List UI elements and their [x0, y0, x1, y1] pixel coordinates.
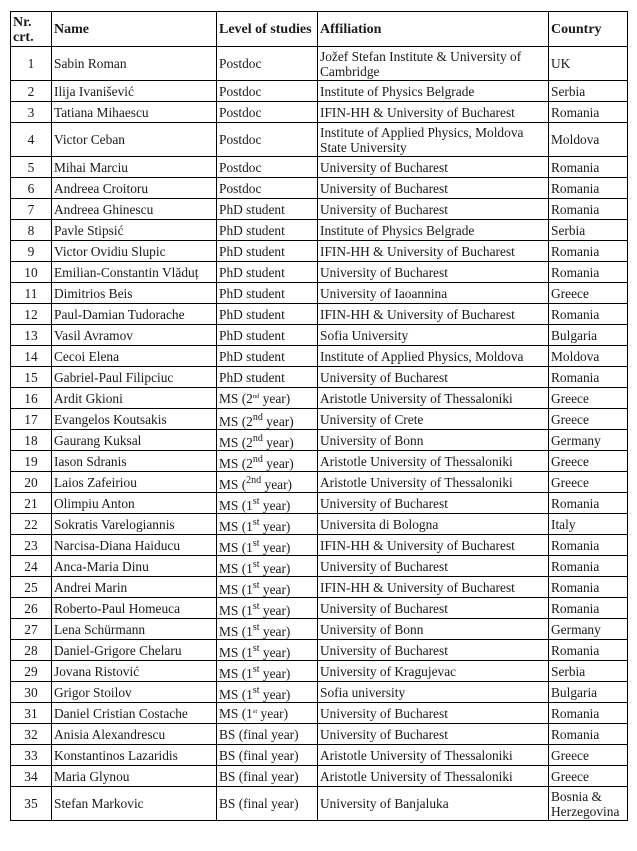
- cell-name: Gabriel-Paul Filipciuc: [52, 367, 217, 388]
- level-ordinal-suffix: st: [252, 516, 260, 528]
- level-ordinal-suffix: st: [252, 537, 260, 549]
- level-suffix: year): [257, 705, 289, 721]
- cell-country: Bulgaria: [549, 325, 628, 346]
- cell-affiliation: University of Kragujevac: [318, 661, 549, 682]
- level-prefix: MS (1: [219, 623, 253, 639]
- cell-name: Victor Ovidiu Slupic: [52, 241, 217, 262]
- cell-level: BS (final year): [217, 787, 318, 821]
- cell-name: Olimpiu Anton: [52, 493, 217, 514]
- cell-level: [217, 430, 318, 451]
- table-row: [11, 102, 628, 123]
- cell-affiliation: University of Bucharest: [318, 640, 549, 661]
- level-text: [219, 516, 291, 534]
- level-prefix: MS (1: [219, 581, 253, 597]
- cell-affiliation: IFIN-HH & University of Bucharest: [318, 535, 549, 556]
- cell-nr: 33: [11, 745, 52, 766]
- level-text: [219, 537, 291, 555]
- table-row: [11, 346, 628, 367]
- cell-name: Sabin Roman: [52, 47, 217, 81]
- cell-nr: 30: [11, 682, 52, 703]
- level-prefix: MS (2: [219, 413, 253, 429]
- cell-level: [217, 535, 318, 556]
- level-ordinal-suffix: nd: [252, 392, 260, 400]
- cell-affiliation: Aristotle University of Thessaloniki: [318, 472, 549, 493]
- cell-affiliation: Aristotle University of Thessaloniki: [318, 388, 549, 409]
- cell-affiliation: Sofia university: [318, 682, 549, 703]
- level-ordinal-suffix: nd: [252, 432, 263, 444]
- cell-name: Gaurang Kuksal: [52, 430, 217, 451]
- level-suffix: year): [259, 497, 291, 513]
- level-suffix: year): [259, 581, 291, 597]
- level-suffix: year): [259, 560, 291, 576]
- cell-affiliation: University of Bucharest: [318, 367, 549, 388]
- cell-name: Grigor Stoilov: [52, 682, 217, 703]
- table-row: [11, 766, 628, 787]
- level-text: [219, 621, 291, 639]
- cell-nr: 13: [11, 325, 52, 346]
- cell-affiliation: IFIN-HH & University of Bucharest: [318, 577, 549, 598]
- cell-name: Konstantinos Lazaridis: [52, 745, 217, 766]
- cell-name: Vasil Avramov: [52, 325, 217, 346]
- cell-nr: 17: [11, 409, 52, 430]
- cell-nr: 12: [11, 304, 52, 325]
- cell-nr: 11: [11, 283, 52, 304]
- level-suffix: year): [259, 686, 291, 702]
- cell-country: Moldova: [549, 123, 628, 157]
- cell-affiliation: University of Bucharest: [318, 556, 549, 577]
- cell-level: [217, 514, 318, 535]
- cell-name: Anca-Maria Dinu: [52, 556, 217, 577]
- cell-country: Romania: [549, 598, 628, 619]
- cell-level: [217, 388, 318, 409]
- cell-country: Greece: [549, 745, 628, 766]
- cell-country: Romania: [549, 262, 628, 283]
- cell-country: Germany: [549, 619, 628, 640]
- table-header-row: [11, 12, 628, 47]
- cell-name: Paul-Damian Tudorache: [52, 304, 217, 325]
- level-prefix: MS (2: [219, 434, 253, 450]
- cell-affiliation: University of Bucharest: [318, 262, 549, 283]
- table-row: [11, 640, 628, 661]
- cell-affiliation: Sofia University: [318, 325, 549, 346]
- level-prefix: MS (1: [219, 518, 253, 534]
- table-row: [11, 598, 628, 619]
- cell-country: Romania: [549, 241, 628, 262]
- cell-affiliation: University of Iaoannina: [318, 283, 549, 304]
- cell-nr: 2: [11, 81, 52, 102]
- table-row: [11, 535, 628, 556]
- cell-affiliation: University of Bucharest: [318, 598, 549, 619]
- table-row: [11, 430, 628, 451]
- table-row: [11, 47, 628, 81]
- level-ordinal-suffix: nd: [252, 453, 263, 465]
- cell-level: Postdoc: [217, 178, 318, 199]
- cell-nr: 34: [11, 766, 52, 787]
- cell-nr: 29: [11, 661, 52, 682]
- cell-name: Laios Zafeiriou: [52, 472, 217, 493]
- table-row: [11, 157, 628, 178]
- level-prefix: MS (1: [219, 602, 253, 618]
- level-prefix: MS (1: [219, 665, 253, 681]
- cell-name: Andrei Marin: [52, 577, 217, 598]
- cell-name: Daniel Cristian Costache: [52, 703, 217, 724]
- table-row: [11, 388, 628, 409]
- cell-nr: 7: [11, 199, 52, 220]
- level-prefix: MS (1: [219, 686, 253, 702]
- level-ordinal-suffix: st: [252, 579, 260, 591]
- level-suffix: year): [259, 665, 291, 681]
- cell-affiliation: Aristotle University of Thessaloniki: [318, 451, 549, 472]
- cell-affiliation: University of Bucharest: [318, 493, 549, 514]
- level-ordinal-suffix: st: [252, 642, 260, 654]
- header-country: Country: [549, 12, 628, 47]
- cell-country: Romania: [549, 577, 628, 598]
- cell-name: Ardit Gkioni: [52, 388, 217, 409]
- cell-level: PhD student: [217, 304, 318, 325]
- header-nr-crt: Nr. crt.: [11, 12, 52, 47]
- level-suffix: year): [261, 476, 293, 492]
- cell-affiliation: Universita di Bologna: [318, 514, 549, 535]
- level-prefix: MS (1: [219, 705, 253, 721]
- level-prefix: MS (1: [219, 644, 253, 660]
- cell-name: Narcisa-Diana Haiducu: [52, 535, 217, 556]
- table-row: [11, 682, 628, 703]
- cell-affiliation: University of Bucharest: [318, 724, 549, 745]
- cell-nr: 10: [11, 262, 52, 283]
- cell-nr: 3: [11, 102, 52, 123]
- cell-nr: 18: [11, 430, 52, 451]
- cell-name: Maria Glynou: [52, 766, 217, 787]
- level-prefix: MS (1: [219, 539, 253, 555]
- cell-country: Italy: [549, 514, 628, 535]
- cell-affiliation: University of Bonn: [318, 430, 549, 451]
- cell-nr: 26: [11, 598, 52, 619]
- cell-level: PhD student: [217, 262, 318, 283]
- cell-affiliation: Institute of Applied Physics, Moldova State University: [318, 123, 549, 157]
- level-ordinal-suffix: st: [252, 621, 260, 633]
- cell-country: Bosnia & Herzegovina: [549, 787, 628, 821]
- cell-affiliation: Aristotle University of Thessaloniki: [318, 745, 549, 766]
- level-prefix: MS (2: [219, 455, 253, 471]
- cell-level: PhD student: [217, 199, 318, 220]
- cell-nr: 6: [11, 178, 52, 199]
- level-text: [219, 684, 291, 702]
- level-text: [219, 579, 291, 597]
- table-row: [11, 724, 628, 745]
- cell-affiliation: Institute of Applied Physics, Moldova: [318, 346, 549, 367]
- table-row: [11, 745, 628, 766]
- cell-nr: 16: [11, 388, 52, 409]
- cell-affiliation: University of Bucharest: [318, 157, 549, 178]
- cell-affiliation: University of Bonn: [318, 619, 549, 640]
- cell-name: Victor Ceban: [52, 123, 217, 157]
- cell-country: Germany: [549, 430, 628, 451]
- cell-nr: 14: [11, 346, 52, 367]
- table-row: [11, 409, 628, 430]
- cell-name: Roberto-Paul Homeuca: [52, 598, 217, 619]
- header-level-of-studies: Level of studies: [217, 12, 318, 47]
- level-text: [219, 558, 291, 576]
- table-row: [11, 241, 628, 262]
- level-suffix: year): [259, 539, 291, 555]
- cell-level: BS (final year): [217, 745, 318, 766]
- level-ordinal-suffix: st: [252, 600, 260, 612]
- cell-level: Postdoc: [217, 157, 318, 178]
- cell-level: [217, 598, 318, 619]
- cell-affiliation: Institute of Physics Belgrade: [318, 220, 549, 241]
- table-row: [11, 661, 628, 682]
- cell-nr: 27: [11, 619, 52, 640]
- level-ordinal-suffix: nd: [252, 411, 263, 423]
- cell-country: Romania: [549, 102, 628, 123]
- cell-name: Andreea Ghinescu: [52, 199, 217, 220]
- cell-level: [217, 577, 318, 598]
- table-row: [11, 556, 628, 577]
- level-text: [219, 391, 290, 406]
- cell-level: [217, 682, 318, 703]
- table-row: [11, 787, 628, 821]
- table-row: [11, 619, 628, 640]
- table-row: [11, 304, 628, 325]
- table-row: [11, 283, 628, 304]
- level-text: [219, 411, 294, 429]
- cell-level: [217, 451, 318, 472]
- cell-name: Iason Sdranis: [52, 451, 217, 472]
- cell-name: Mihai Marciu: [52, 157, 217, 178]
- cell-country: Greece: [549, 766, 628, 787]
- level-ordinal-suffix: 2nd: [246, 474, 262, 486]
- cell-level: PhD student: [217, 241, 318, 262]
- cell-level: Postdoc: [217, 123, 318, 157]
- cell-country: Greece: [549, 409, 628, 430]
- cell-nr: 32: [11, 724, 52, 745]
- cell-level: [217, 703, 318, 724]
- cell-level: [217, 409, 318, 430]
- cell-country: Moldova: [549, 346, 628, 367]
- header-affiliation: Affiliation: [318, 12, 549, 47]
- cell-level: Postdoc: [217, 102, 318, 123]
- level-text: [219, 706, 288, 721]
- cell-country: Bulgaria: [549, 682, 628, 703]
- cell-country: Romania: [549, 178, 628, 199]
- table-row: [11, 703, 628, 724]
- level-suffix: year): [262, 455, 294, 471]
- table-row: [11, 262, 628, 283]
- level-prefix: MS (: [219, 476, 247, 492]
- level-prefix: MS (1: [219, 497, 253, 513]
- cell-nr: 28: [11, 640, 52, 661]
- cell-affiliation: IFIN-HH & University of Bucharest: [318, 304, 549, 325]
- level-text: [219, 474, 293, 492]
- table-row: [11, 472, 628, 493]
- cell-level: [217, 640, 318, 661]
- cell-name: Jovana Ristović: [52, 661, 217, 682]
- cell-affiliation: Jožef Stefan Institute & University of Cambridge: [318, 47, 549, 81]
- cell-affiliation: University of Bucharest: [318, 178, 549, 199]
- cell-nr: 31: [11, 703, 52, 724]
- cell-level: BS (final year): [217, 724, 318, 745]
- cell-level: PhD student: [217, 367, 318, 388]
- level-suffix: year): [259, 602, 291, 618]
- table-row: [11, 199, 628, 220]
- level-prefix: MS (2: [219, 390, 253, 406]
- cell-country: Greece: [549, 451, 628, 472]
- cell-level: Postdoc: [217, 81, 318, 102]
- level-suffix: year): [259, 390, 291, 406]
- cell-affiliation: IFIN-HH & University of Bucharest: [318, 102, 549, 123]
- cell-level: PhD student: [217, 220, 318, 241]
- table-row: [11, 325, 628, 346]
- cell-affiliation: University of Banjaluka: [318, 787, 549, 821]
- table-row: [11, 493, 628, 514]
- level-suffix: year): [262, 434, 294, 450]
- cell-nr: 21: [11, 493, 52, 514]
- cell-affiliation: IFIN-HH & University of Bucharest: [318, 241, 549, 262]
- cell-level: [217, 619, 318, 640]
- cell-country: Romania: [549, 199, 628, 220]
- cell-name: Cecoi Elena: [52, 346, 217, 367]
- cell-name: Anisia Alexandrescu: [52, 724, 217, 745]
- level-ordinal-suffix: st: [252, 558, 260, 570]
- level-suffix: year): [259, 644, 291, 660]
- cell-nr: 1: [11, 47, 52, 81]
- cell-country: Romania: [549, 556, 628, 577]
- cell-affiliation: Institute of Physics Belgrade: [318, 81, 549, 102]
- level-text: [219, 495, 291, 513]
- cell-level: [217, 493, 318, 514]
- cell-level: PhD student: [217, 346, 318, 367]
- cell-country: Romania: [549, 157, 628, 178]
- level-text: [219, 642, 291, 660]
- participants-table: [10, 11, 628, 821]
- cell-level: PhD student: [217, 325, 318, 346]
- cell-nr: 5: [11, 157, 52, 178]
- table-row: [11, 123, 628, 157]
- header-name: Name: [52, 12, 217, 47]
- cell-nr: 15: [11, 367, 52, 388]
- cell-name: Andreea Croitoru: [52, 178, 217, 199]
- cell-level: Postdoc: [217, 47, 318, 81]
- cell-country: Serbia: [549, 220, 628, 241]
- cell-nr: 35: [11, 787, 52, 821]
- table-row: [11, 451, 628, 472]
- cell-country: Romania: [549, 367, 628, 388]
- level-prefix: MS (1: [219, 560, 253, 576]
- level-suffix: year): [259, 518, 291, 534]
- cell-nr: 22: [11, 514, 52, 535]
- table-row: [11, 514, 628, 535]
- cell-name: Ilija Ivanišević: [52, 81, 217, 102]
- cell-level: [217, 661, 318, 682]
- cell-nr: 23: [11, 535, 52, 556]
- cell-affiliation: University of Crete: [318, 409, 549, 430]
- cell-nr: 25: [11, 577, 52, 598]
- cell-country: UK: [549, 47, 628, 81]
- level-suffix: year): [259, 623, 291, 639]
- cell-country: Greece: [549, 472, 628, 493]
- cell-country: Romania: [549, 493, 628, 514]
- cell-name: Dimitrios Beis: [52, 283, 217, 304]
- cell-level: [217, 556, 318, 577]
- table-row: [11, 577, 628, 598]
- cell-name: Evangelos Koutsakis: [52, 409, 217, 430]
- cell-nr: 20: [11, 472, 52, 493]
- level-suffix: year): [262, 413, 294, 429]
- cell-name: Stefan Markovic: [52, 787, 217, 821]
- cell-name: Emilian-Constantin Vlăduț: [52, 262, 217, 283]
- level-ordinal-suffix: st: [252, 663, 260, 675]
- cell-level: PhD student: [217, 283, 318, 304]
- cell-nr: 19: [11, 451, 52, 472]
- cell-level: BS (final year): [217, 766, 318, 787]
- cell-nr: 9: [11, 241, 52, 262]
- cell-country: Greece: [549, 283, 628, 304]
- cell-name: Lena Schürmann: [52, 619, 217, 640]
- level-ordinal-suffix: st: [252, 684, 260, 696]
- cell-level: [217, 472, 318, 493]
- level-text: [219, 663, 291, 681]
- cell-country: Romania: [549, 724, 628, 745]
- table-body: [11, 47, 628, 821]
- cell-affiliation: University of Bucharest: [318, 703, 549, 724]
- cell-nr: 8: [11, 220, 52, 241]
- cell-country: Greece: [549, 388, 628, 409]
- level-text: [219, 432, 294, 450]
- cell-affiliation: Aristotle University of Thessaloniki: [318, 766, 549, 787]
- cell-name: Pavle Stipsić: [52, 220, 217, 241]
- cell-name: Tatiana Mihaescu: [52, 102, 217, 123]
- cell-name: Sokratis Varelogiannis: [52, 514, 217, 535]
- cell-country: Serbia: [549, 81, 628, 102]
- cell-country: Romania: [549, 304, 628, 325]
- cell-country: Romania: [549, 640, 628, 661]
- table-row: [11, 81, 628, 102]
- level-ordinal-suffix: st: [252, 495, 260, 507]
- cell-nr: 4: [11, 123, 52, 157]
- table-row: [11, 220, 628, 241]
- cell-country: Serbia: [549, 661, 628, 682]
- cell-name: Daniel-Grigore Chelaru: [52, 640, 217, 661]
- level-text: [219, 600, 291, 618]
- cell-nr: 24: [11, 556, 52, 577]
- level-ordinal-suffix: st: [252, 707, 258, 715]
- level-text: [219, 453, 294, 471]
- cell-affiliation: University of Bucharest: [318, 199, 549, 220]
- cell-country: Romania: [549, 703, 628, 724]
- table-row: [11, 178, 628, 199]
- table-row: [11, 367, 628, 388]
- cell-country: Romania: [549, 535, 628, 556]
